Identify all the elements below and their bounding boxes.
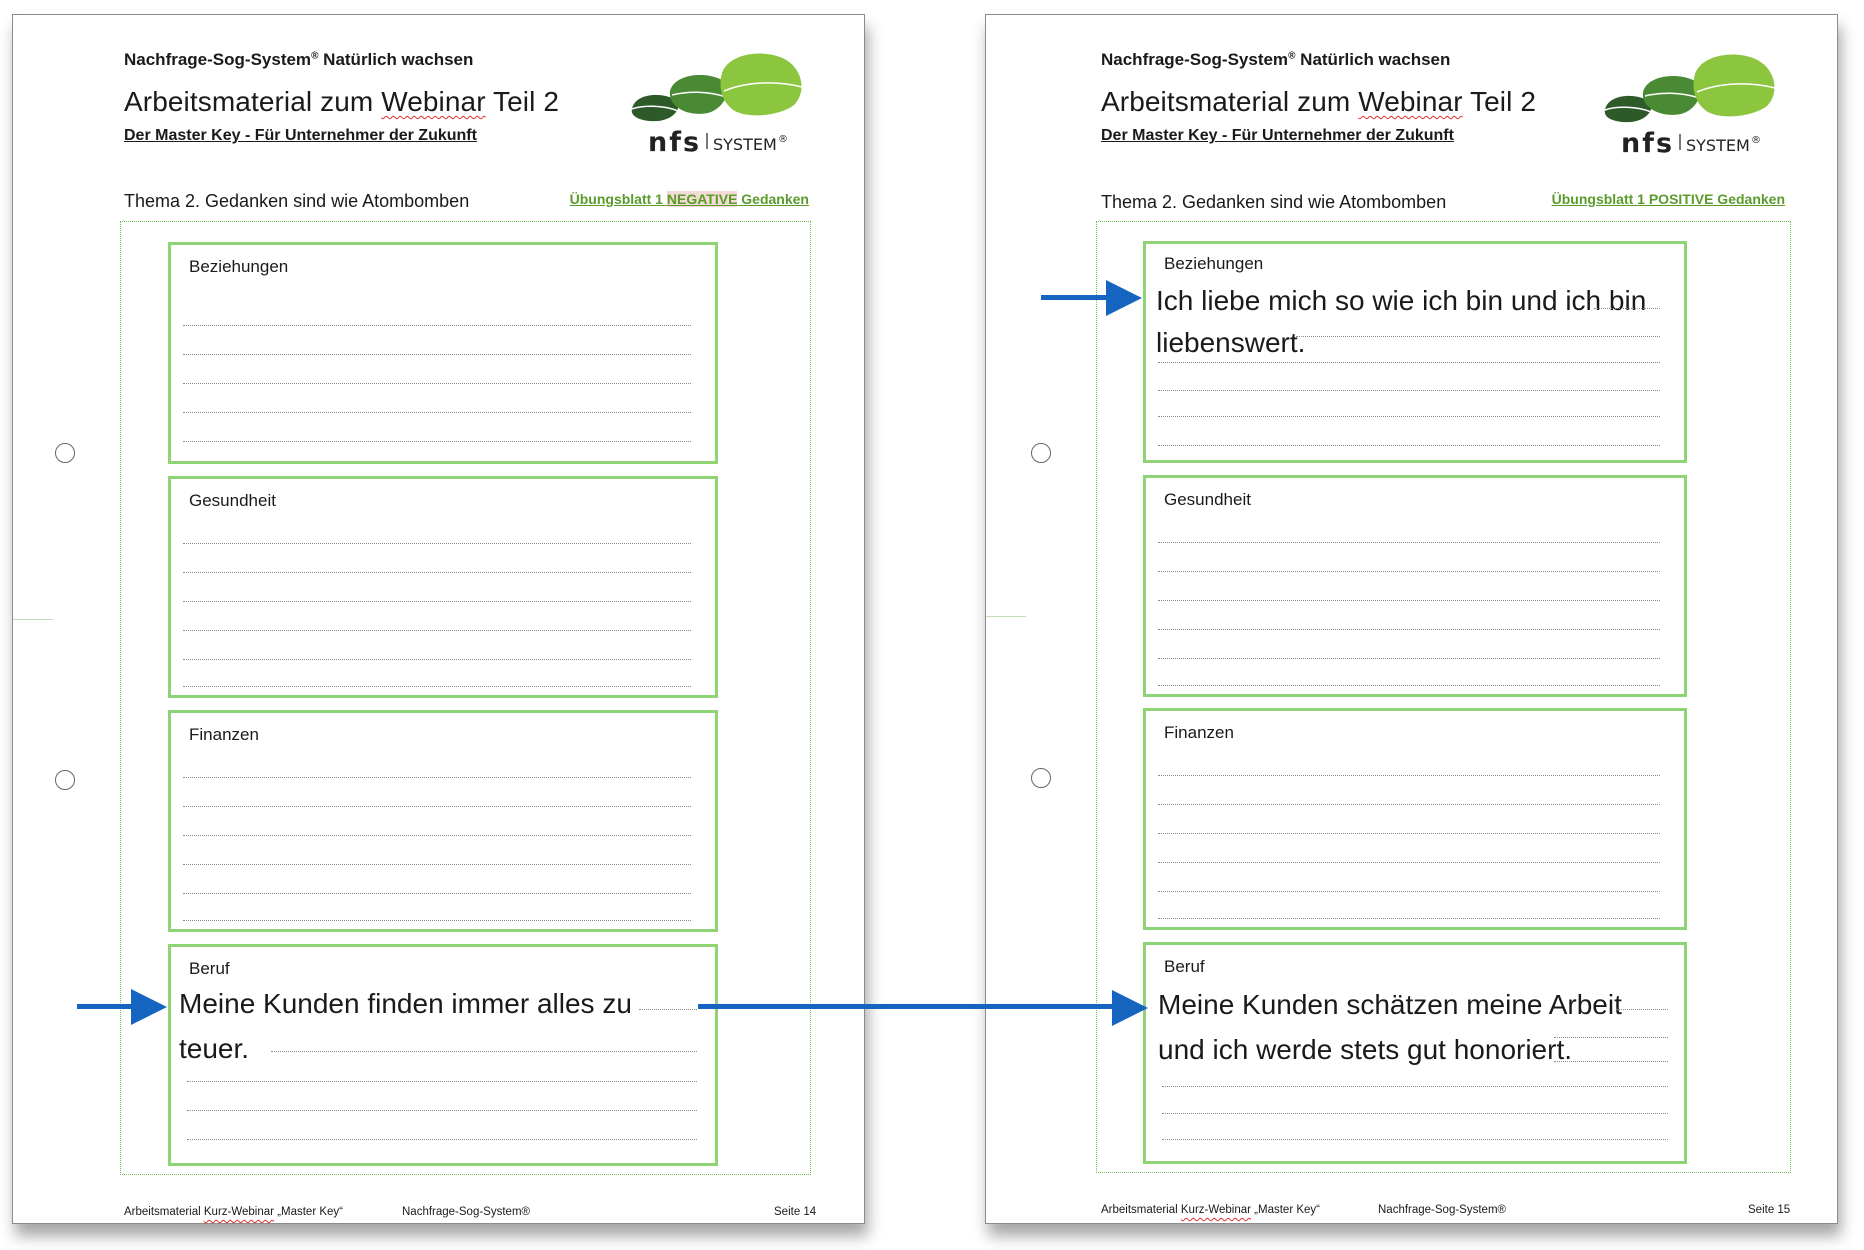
box-beruf <box>168 944 718 1166</box>
box-label: Finanzen <box>1164 723 1234 742</box>
box-finanzen <box>168 710 718 932</box>
page-title: Arbeitsmaterial zum Webinar Teil 2 <box>124 86 559 117</box>
brand-line: Nachfrage-Sog-System® Natürlich wachsen <box>124 50 474 69</box>
topic-heading: Thema 2. Gedanken sind wie Atombomben <box>124 191 470 211</box>
box-label: Beziehungen <box>1164 254 1264 273</box>
brand-line: Nachfrage-Sog-System® Natürlich wachsen <box>1101 50 1451 69</box>
written-line-1: Meine Kunden schätzen meine Arbeit <box>1158 989 1622 1020</box>
box-label: Gesundheit <box>189 491 276 510</box>
written-line-2: liebenswert. <box>1156 327 1306 358</box>
footer-material: Arbeitsmaterial Kurz-Webinar „Master Key“ <box>1101 1204 1320 1216</box>
punch-hole <box>1031 443 1051 463</box>
box-gesundheit <box>168 476 718 698</box>
worksheet-page-negative <box>12 14 865 1224</box>
sheet-label: Übungsblatt 1 NEGATIVE Gedanken <box>569 191 809 207</box>
svg-text:nfs: nfs <box>1621 128 1675 159</box>
written-line-1: Ich liebe mich so wie ich bin und ich bin <box>1156 285 1647 316</box>
written-line-2: teuer. <box>179 1033 250 1064</box>
box-label: Beruf <box>1164 957 1205 976</box>
box-gesundheit <box>1143 475 1687 697</box>
written-line-2: und ich werde stets gut honoriert. <box>1158 1034 1573 1065</box>
footer-page-number: Seite 14 <box>774 1206 817 1218</box>
footer-material: Arbeitsmaterial Kurz-Webinar „Master Key“ <box>124 1206 343 1218</box>
page-title: Arbeitsmaterial zum Webinar Teil 2 <box>1101 86 1536 117</box>
box-beruf <box>1143 942 1687 1164</box>
nfs-system-logo <box>1601 52 1801 172</box>
box-beziehungen <box>1143 241 1687 463</box>
nfs-system-logo <box>628 51 828 171</box>
box-finanzen <box>1143 708 1687 930</box>
worksheet-page-positive <box>985 14 1838 1224</box>
punch-hole <box>55 443 75 463</box>
page-subtitle: Der Master Key - Für Unternehmer der Zukunft <box>124 127 477 144</box>
written-line-1: Meine Kunden finden immer alles zu <box>179 988 632 1019</box>
box-beziehungen <box>168 242 718 464</box>
box-label: Beziehungen <box>189 257 289 276</box>
stones-logo-icon <box>1601 52 1801 172</box>
punch-hole <box>55 770 75 790</box>
sheet-label: Übungsblatt 1 POSITIVE Gedanken <box>1551 191 1785 207</box>
fold-mark <box>13 619 53 620</box>
topic-heading: Thema 2. Gedanken sind wie Atombomben <box>1101 192 1447 212</box>
box-label: Finanzen <box>189 725 259 744</box>
svg-text:®: ® <box>1751 135 1761 146</box>
footer-page-number: Seite 15 <box>1748 1204 1791 1216</box>
page-subtitle: Der Master Key - Für Unternehmer der Zukunft <box>1101 127 1454 144</box>
svg-text:nfs: nfs <box>648 127 702 158</box>
box-label: Gesundheit <box>1164 490 1251 509</box>
footer-brand: Nachfrage-Sog-System® <box>402 1206 530 1218</box>
svg-text:SYSTEM: SYSTEM <box>1686 136 1750 155</box>
arrow-right-icon <box>1112 990 1148 1026</box>
arrow-to-negative-beruf <box>77 1004 135 1009</box>
punch-hole <box>1031 768 1051 788</box>
arrow-negative-to-positive <box>698 1004 1116 1009</box>
arrow-to-positive-beziehungen <box>1041 295 1111 300</box>
svg-text:®: ® <box>778 134 788 145</box>
stones-logo-icon <box>628 51 828 171</box>
svg-text:SYSTEM: SYSTEM <box>713 135 777 154</box>
footer-brand: Nachfrage-Sog-System® <box>1378 1204 1506 1216</box>
arrow-right-icon <box>131 989 167 1025</box>
arrow-right-icon <box>1106 280 1142 316</box>
box-label: Beruf <box>189 959 230 978</box>
fold-mark <box>986 616 1026 617</box>
